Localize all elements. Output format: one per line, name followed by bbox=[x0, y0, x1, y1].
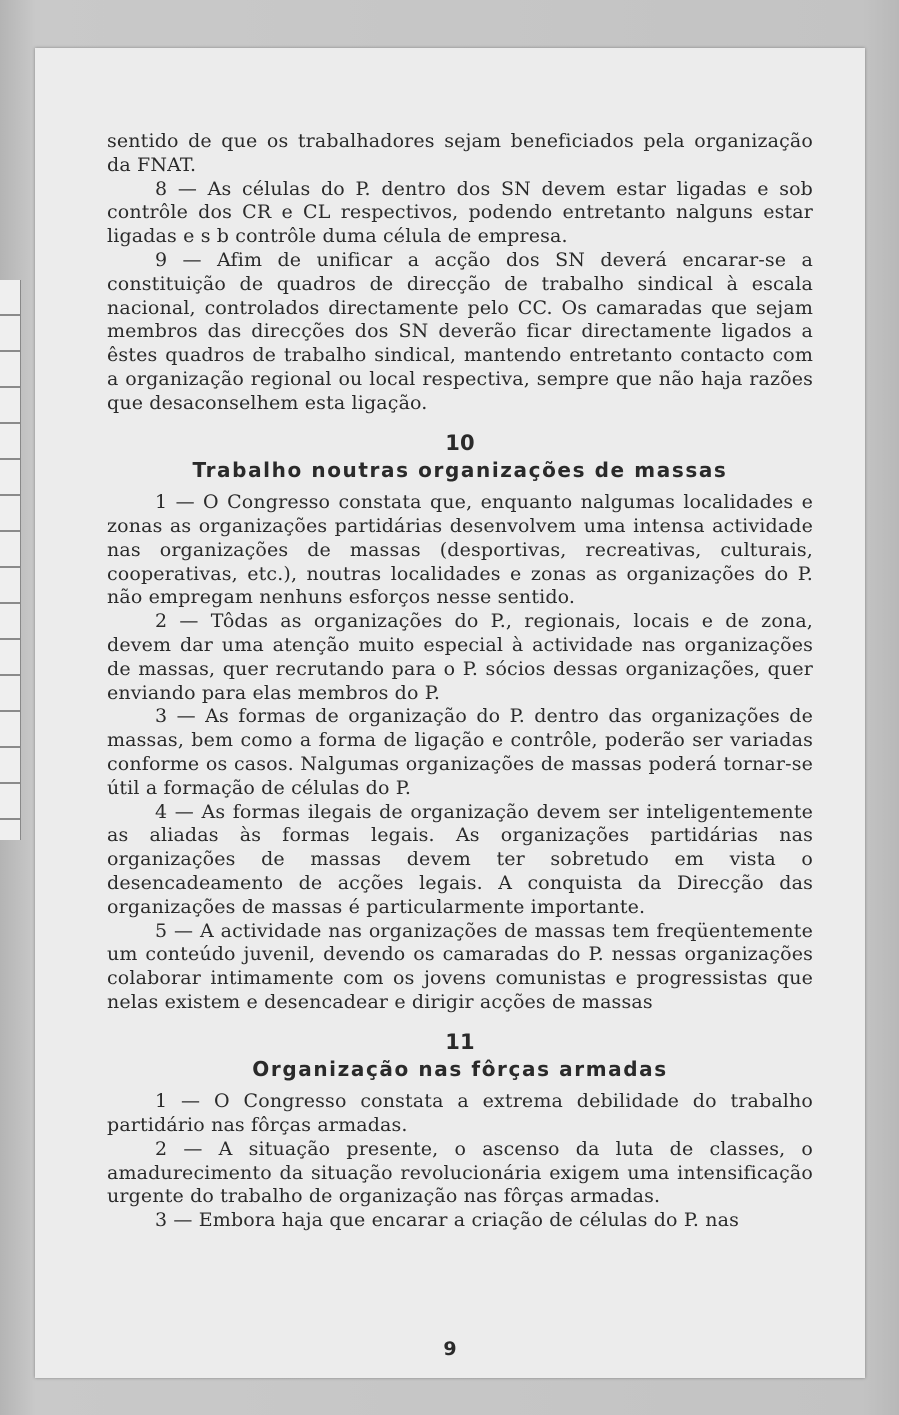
paragraph-8: 8 — As células do P. dentro dos SN devem estar ligadas e sob contrôle dos CR e CL respectivos, podendo entretanto nalguns estar ligadas e s b contrôle duma célula de empresa. bbox=[107, 177, 813, 248]
section-11-number: 11 bbox=[445, 1029, 475, 1054]
section-10-paragraph-3: 3 — As formas de organização do P. dentro das organizações de massas, bem como a forma de ligação e contrôle, poderão ser variadas conforme os casos. Nalgumas organizações de massas poderá tornar-se útil a formação de células do P. bbox=[107, 705, 813, 799]
section-11-paragraph-3: 3 — Embora haja que encarar a criação de células do P. nas bbox=[155, 1209, 740, 1232]
section-10-number: 10 bbox=[445, 430, 475, 455]
document-body bbox=[107, 130, 813, 1233]
section-11-title: Organização nas fôrças armadas bbox=[252, 1057, 668, 1082]
section-10-paragraph-5: 5 — A actividade nas organizações de massas tem freqüentemente um conteúdo juvenil, devendo os camaradas do P. nessas organizações colaborar intimamente com os jovens comunistas e progressistas que nelas existem e desencadear e dirigir acções de massas bbox=[107, 919, 813, 1013]
section-10-paragraph-2: 2 — Tôdas as organizações do P., regionais, locais e de zona, devem dar uma atenção muito especial à actividade nas organizações de massas, quer recrutando para o P. sócios dessas organizações, quer enviando para elas membros do P. bbox=[107, 610, 813, 704]
section-11-paragraph-2: 2 — A situação presente, o ascenso da luta de classes, o amadurecimento da situação revolucionária exigem uma intensificação urgente do trabalho de organização nas fôrças armadas. bbox=[107, 1137, 813, 1208]
section-10-paragraph-4: 4 — As formas ilegais de organização devem ser inteligentemente as aliadas às formas legais. As organizações partidárias nas organizações de massas devem ter sobretudo em vista o desencadeamento de acções legais. A conquista da Direcção das organizações de massas é particularmente importante. bbox=[107, 800, 813, 918]
section-11-paragraph-1: 1 — O Congresso constata a extrema debilidade do trabalho partidário nas fôrças armadas. bbox=[107, 1090, 813, 1137]
document-page bbox=[35, 48, 865, 1378]
section-10-title: Trabalho noutras organizações de massas bbox=[192, 458, 728, 483]
page-number: 9 bbox=[443, 1338, 457, 1360]
paragraph-9: 9 — Afim de unificar a acção dos SN deverá encarar-se a constituição de quadros de direcção de trabalho sindical à escala nacional, controlados directamente pelo CC. Os camaradas que sejam membros das direcções dos SN deverão ficar directamente ligados a êstes quadros de trabalho sindical, mantendo entretanto contacto com a organização regional ou local respectiva, sempre que não haja razões que desaconselhem esta ligação. bbox=[107, 248, 813, 414]
section-10-paragraph-1: 1 — O Congresso constata que, enquanto nalgumas localidades e zonas as organizações partidárias desenvolvem uma intensa actividade nas organizações de massas (desportivas, recreativas, culturais, cooperativas, etc.), noutras localidades e zonas as organizações do P. não empregam nenhuns esforços nesse sentido. bbox=[107, 491, 813, 609]
scale-ruler bbox=[0, 280, 21, 840]
paragraph-intro: sentido de que os trabalhadores sejam beneficiados pela organização da FNAT. bbox=[107, 130, 813, 176]
